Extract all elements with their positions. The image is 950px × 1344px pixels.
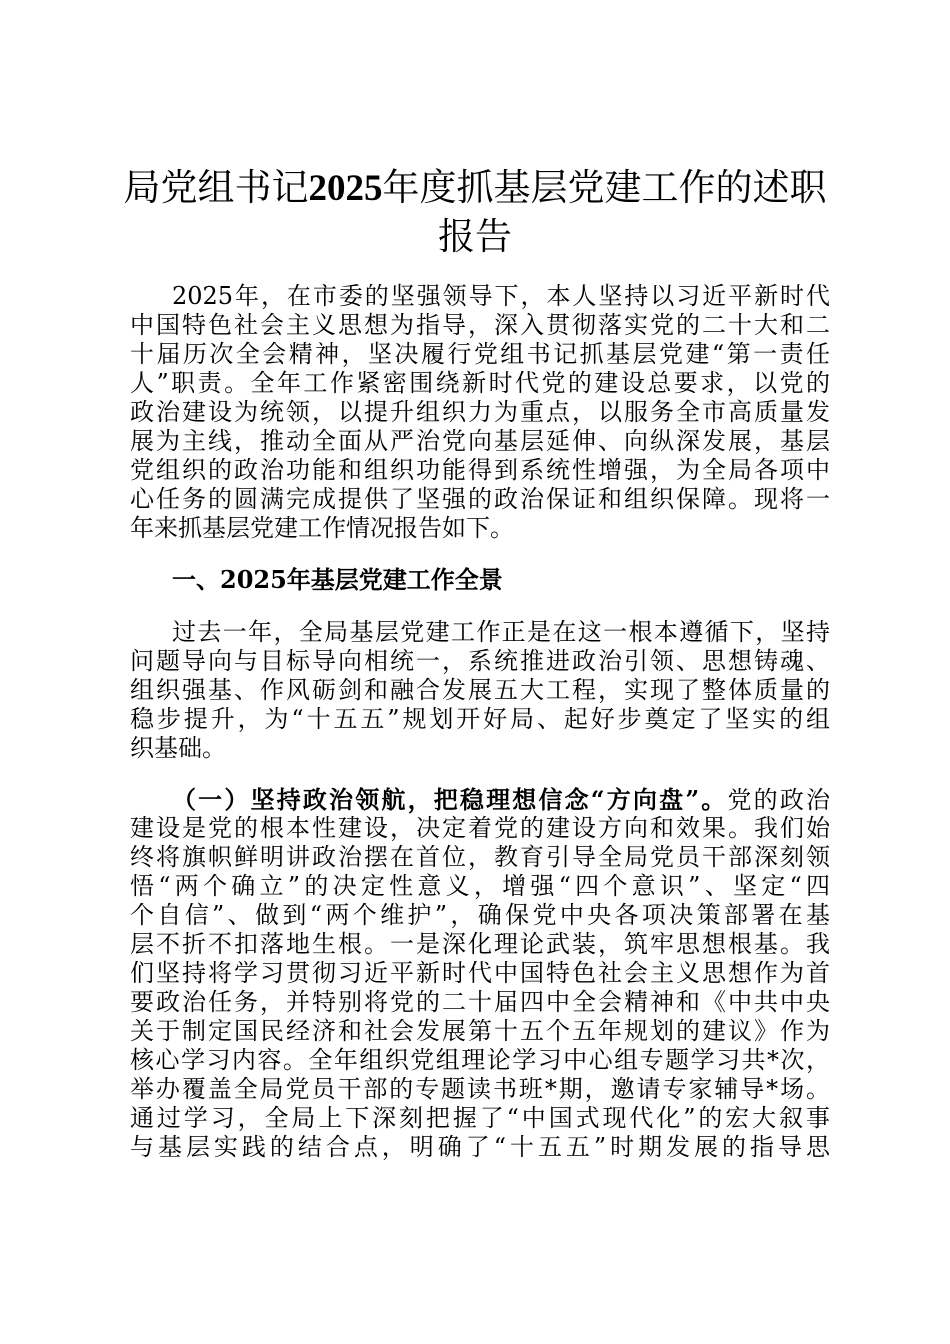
subsection-1-first-line — [130, 785, 830, 814]
subsection-1-paragraph-line: 关于制定国民经济和社会发展第十五个五年规划的建议》作为 — [130, 1017, 830, 1045]
intro-paragraph-line: 十届历次全会精神，坚决履行党组书记抓基层党建“第一责任 — [130, 340, 830, 368]
subsection-1-paragraph — [130, 785, 830, 1162]
title-year: 2025 — [308, 168, 383, 209]
section-1-heading: 一、2025年基层党建工作全景 — [172, 565, 503, 594]
subsection-1-paragraph-line: 举办覆盖全局党员干部的专题读书班*期，邀请专家辅导*场。 — [130, 1075, 830, 1103]
intro-paragraph-line: 2025年，在市委的坚强领导下，本人坚持以习近平新时代 — [172, 282, 830, 310]
section-1-paragraph-line: 织基础。 — [130, 734, 226, 762]
subsection-1-paragraph-line: 悟“两个确立”的决定性意义，增强“四个意识”、坚定“四 — [130, 872, 830, 900]
subsection-1-paragraph-line: 们坚持将学习贯彻习近平新时代中国特色社会主义思想作为首 — [130, 959, 830, 987]
subsection-1-paragraph-line: 要政治任务，并特别将党的二十届四中全会精神和《中共中央 — [130, 988, 830, 1016]
subsection-1-paragraph-line: 与基层实践的结合点，明确了“十五五”时期发展的指导思 — [130, 1133, 830, 1161]
section-1-paragraph-line: 过去一年，全局基层党建工作正是在这一根本遵循下，坚持 — [172, 618, 830, 646]
section-1-paragraph — [130, 618, 830, 763]
document-title-line-2: 报告 — [438, 215, 512, 258]
subsection-1-paragraph-line: 建设是党的根本性建设，决定着党的建设方向和效果。我们始 — [130, 814, 830, 842]
subsection-1-paragraph-line: 终将旗帜鲜明讲政治摆在首位，教育引导全局党员干部深刻领 — [130, 843, 830, 871]
intro-paragraph-line: 中国特色社会主义思想为指导，深入贯彻落实党的二十大和二 — [130, 311, 830, 339]
subsection-1-paragraph-line: 核心学习内容。全年组织党组理论学习中心组专题学习共*次， — [130, 1046, 830, 1074]
intro-paragraph-line: 人”职责。全年工作紧密围绕新时代党的建设总要求，以党的 — [130, 369, 830, 397]
intro-paragraph-line: 党组织的政治功能和组织功能得到系统性增强，为全局各项中 — [130, 456, 830, 484]
intro-paragraph-line: 展为主线，推动全面从严治党向基层延伸、向纵深发展，基层 — [130, 427, 830, 455]
intro-paragraph-line: 心任务的圆满完成提供了坚强的政治保证和组织保障。现将一 — [130, 485, 830, 513]
title-prefix: 局党组书记 — [123, 166, 309, 209]
subsection-1-heading: （一）坚持政治领航，把稳理想信念“方向盘”。 — [172, 785, 728, 814]
document-title-line-1 — [100, 166, 850, 211]
subsection-1-paragraph-line: 层不折不扣落地生根。一是深化理论武装，筑牢思想根基。我 — [130, 930, 830, 958]
intro-paragraph-line: 政治建设为统领，以提升组织力为重点，以服务全市高质量发 — [130, 398, 830, 426]
subsection-1-paragraph-line: 通过学习，全局上下深刻把握了“中国式现代化”的宏大叙事 — [130, 1104, 830, 1132]
intro-paragraph — [130, 282, 830, 543]
intro-paragraph-line: 年来抓基层党建工作情况报告如下。 — [130, 514, 514, 542]
subsection-1-first-line-rest: 党的政治 — [727, 786, 831, 814]
title-suffix: 年度抓基层党建工作的述职 — [382, 166, 827, 209]
subsection-1-paragraph-line: 个自信”、做到“两个维护”，确保党中央各项决策部署在基 — [130, 901, 830, 929]
section-1-paragraph-line: 问题导向与目标导向相统一，系统推进政治引领、思想铸魂、 — [130, 647, 830, 675]
section-1-paragraph-line: 组织强基、作风砺剑和融合发展五大工程，实现了整体质量的 — [130, 676, 830, 704]
section-1-paragraph-line: 稳步提升，为“十五五”规划开好局、起好步奠定了坚实的组 — [130, 705, 830, 733]
